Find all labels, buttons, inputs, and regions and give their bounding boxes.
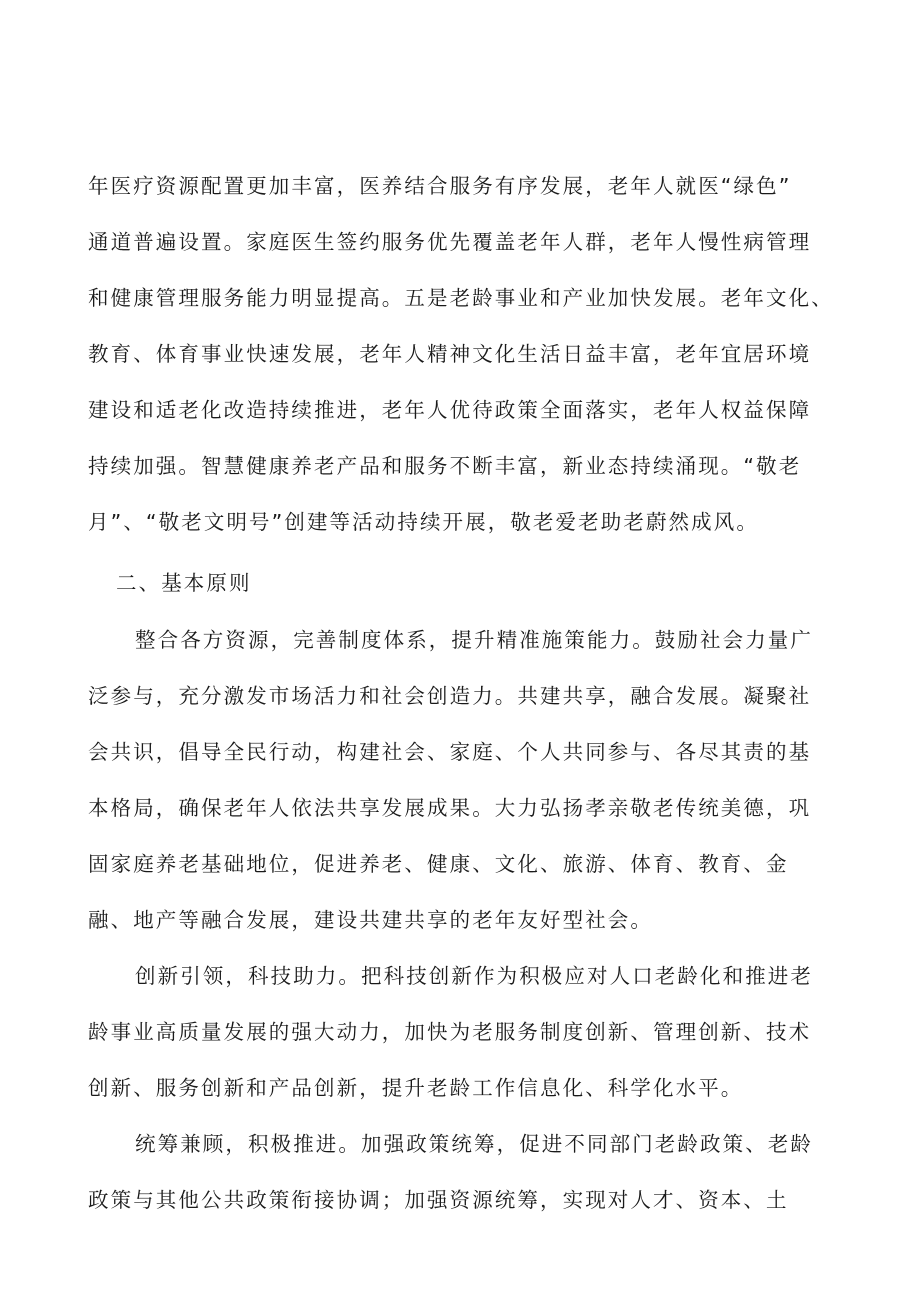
text-line: 统筹兼顾，积极推进。加强政策统筹，促进不同部门老龄政策、老龄 <box>135 1132 813 1156</box>
text-line: 月”、“敬老文明号”创建等活动持续开展，敬老爱老助老蔚然成风。 <box>88 510 759 534</box>
text-line: 政策与其他公共政策衔接协调；加强资源统筹，实现对人才、资本、土 <box>88 1188 789 1212</box>
text-line: 泛参与，充分激发市场活力和社会创造力。共建共享，融合发展。凝聚社 <box>88 684 812 708</box>
text-line: 持续加强。智慧健康养老产品和服务不断丰富，新业态持续涌现。“敬老 <box>88 454 802 478</box>
text-line: 固家庭养老基础地位，促进养老、健康、文化、旅游、体育、教育、金 <box>88 852 789 876</box>
text-line: 龄事业高质量发展的强大动力，加快为老服务制度创新、管理创新、技术 <box>88 1020 812 1044</box>
text-line: 建设和适老化改造持续推进，老年人优待政策全面落实，老年人权益保障 <box>88 398 812 422</box>
text-line: 融、地产等融合发展，建设共建共享的老年友好型社会。 <box>88 908 653 932</box>
text-line: 通道普遍设置。家庭医生签约服务优先覆盖老年人群，老年人慢性病管理 <box>88 230 812 254</box>
text-line: 创新引领，科技助力。把科技创新作为积极应对人口老龄化和推进老 <box>135 964 813 988</box>
text-line: 会共识，倡导全民行动，构建社会、家庭、个人共同参与、各尽其责的基 <box>88 740 812 764</box>
text-line: 整合各方资源，完善制度体系，提升精准施策能力。鼓励社会力量广 <box>135 628 813 652</box>
section-heading: 二、基本原则 <box>116 571 252 595</box>
text-line: 本格局，确保老年人依法共享发展成果。大力弘扬孝亲敬老传统美德，巩 <box>88 796 812 820</box>
text-line: 年医疗资源配置更加丰富，医养结合服务有序发展，老年人就医“绿色” <box>88 174 792 198</box>
text-line: 教育、体育事业快速发展，老年人精神文化生活日益丰富，老年宜居环境 <box>88 342 812 366</box>
text-line: 和健康管理服务能力明显提高。五是老龄事业和产业加快发展。老年文化、 <box>88 286 834 310</box>
text-line: 创新、服务创新和产品创新，提升老龄工作信息化、科学化水平。 <box>88 1076 744 1100</box>
